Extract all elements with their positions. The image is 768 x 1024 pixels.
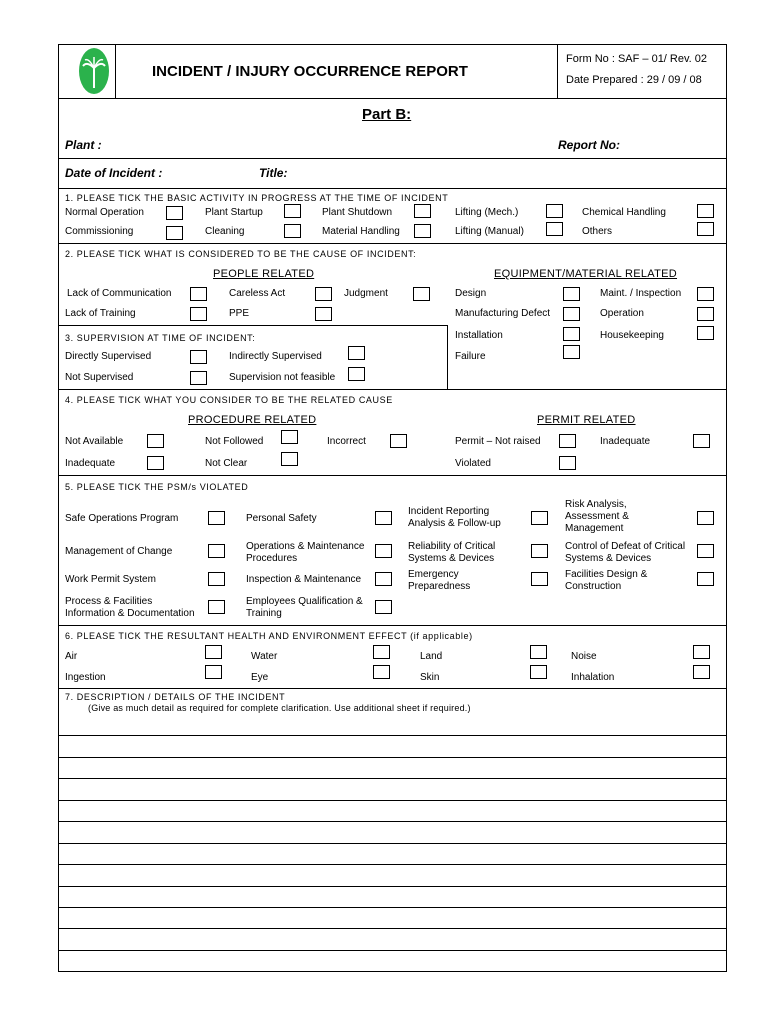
- related-cause-label: Permit – Not raised: [455, 436, 541, 447]
- checkbox-water[interactable]: [373, 645, 390, 659]
- checkbox-lack-of-communication[interactable]: [190, 287, 207, 301]
- psm-label: Facilities Design & Construction: [565, 569, 648, 592]
- effect-label: Eye: [251, 672, 269, 683]
- psm-label: Risk Analysis, Assessment & Management: [565, 499, 629, 534]
- cause-label: Design: [455, 288, 487, 299]
- frame-left: [58, 44, 59, 972]
- description-line: [58, 778, 727, 779]
- cause-label: Operation: [600, 308, 644, 319]
- section-3-right-line: [447, 325, 448, 389]
- checkbox-violated[interactable]: [559, 456, 576, 470]
- line-after-section-4: [58, 475, 727, 476]
- checkbox-control-of-defeat[interactable]: [697, 544, 714, 558]
- checkbox-indirectly-supervised[interactable]: [348, 346, 365, 360]
- line-after-section-5: [58, 625, 727, 626]
- psm-label: Control of Defeat of Critical Systems & Devices: [565, 541, 686, 564]
- checkbox-air[interactable]: [205, 645, 222, 659]
- checkbox-material-handling[interactable]: [414, 224, 431, 238]
- date-of-incident-label: Date of Incident :: [65, 166, 163, 180]
- part-title: Part B:: [362, 106, 412, 123]
- plant-label: Plant :: [65, 138, 102, 152]
- psm-label: Work Permit System: [65, 574, 156, 585]
- effect-label: Skin: [420, 672, 440, 683]
- checkbox-operations-maintenance-procedures[interactable]: [375, 544, 392, 558]
- checkbox-failure[interactable]: [563, 345, 580, 359]
- frame-right: [726, 44, 727, 972]
- report-no-label: Report No:: [558, 138, 620, 152]
- section-4-heading: 4. PLEASE TICK WHAT YOU CONSIDER TO BE THE RELATED CAUSE: [65, 395, 393, 405]
- checkbox-cleaning[interactable]: [284, 224, 301, 238]
- cause-label: Lack of Training: [65, 308, 136, 319]
- line-after-section-6: [58, 688, 727, 689]
- psm-label: Emergency Preparedness: [408, 569, 471, 592]
- checkbox-permit-inadequate[interactable]: [693, 434, 710, 448]
- description-line: [58, 886, 727, 887]
- checkbox-maint-inspection[interactable]: [697, 287, 714, 301]
- checkbox-normal-operation[interactable]: [166, 206, 183, 220]
- section-6-heading: 6. PLEASE TICK THE RESULTANT HEALTH AND ENVIRONMENT EFFECT (if applicable): [65, 631, 473, 641]
- cause-label: Housekeeping: [600, 330, 664, 341]
- cause-label: PPE: [229, 308, 250, 319]
- description-line: [58, 864, 727, 865]
- checkbox-ingestion[interactable]: [205, 665, 222, 679]
- checkbox-reliability-critical-systems[interactable]: [531, 544, 548, 558]
- related-cause-label: Not Followed: [205, 436, 264, 447]
- section-7-note: (Give as much detail as required for complete clarification. Use additional sheet if required.): [88, 703, 471, 713]
- psm-label: Management of Change: [65, 546, 173, 557]
- checkbox-plant-shutdown[interactable]: [414, 204, 431, 218]
- line-after-plant: [58, 158, 727, 159]
- permit-related-heading: PERMIT RELATED: [537, 414, 636, 426]
- effect-label: Air: [65, 651, 78, 662]
- checkbox-installation[interactable]: [563, 327, 580, 341]
- header-bottom-line: [58, 98, 727, 99]
- checkbox-permit-not-raised[interactable]: [559, 434, 576, 448]
- checkbox-directly-supervised[interactable]: [190, 350, 207, 364]
- supervision-label: Supervision not feasible: [229, 372, 336, 383]
- section-7-heading: 7. DESCRIPTION / DETAILS OF THE INCIDENT: [65, 692, 286, 702]
- checkbox-emergency-preparedness[interactable]: [531, 572, 548, 586]
- checkbox-work-permit-system[interactable]: [208, 572, 225, 586]
- activity-label: Plant Shutdown: [322, 207, 393, 218]
- cause-label: Installation: [455, 330, 503, 341]
- report-title: INCIDENT / INJURY OCCURRENCE REPORT: [152, 63, 468, 80]
- description-line: [58, 907, 727, 908]
- checkbox-lack-of-training[interactable]: [190, 307, 207, 321]
- checkbox-others[interactable]: [697, 222, 714, 236]
- activity-label: Commissioning: [65, 226, 134, 237]
- effect-label: Water: [251, 651, 278, 662]
- related-cause-label: Inadequate: [65, 458, 116, 469]
- section-5-heading: 5. PLEASE TICK THE PSM/s VIOLATED: [65, 482, 249, 492]
- checkbox-land[interactable]: [530, 645, 547, 659]
- checkbox-process-facilities-information[interactable]: [208, 600, 225, 614]
- description-line: [58, 928, 727, 929]
- procedure-related-heading: PROCEDURE RELATED: [188, 414, 317, 426]
- section-3-top-line: [58, 325, 448, 326]
- title-label: Title:: [259, 166, 288, 180]
- related-cause-label: Violated: [455, 458, 491, 469]
- description-line: [58, 800, 727, 801]
- checkbox-judgment[interactable]: [413, 287, 430, 301]
- activity-label: Material Handling: [322, 226, 400, 237]
- checkbox-noise[interactable]: [693, 645, 710, 659]
- effect-label: Inhalation: [571, 672, 615, 683]
- effect-label: Ingestion: [65, 672, 106, 683]
- supervision-label: Indirectly Supervised: [229, 351, 322, 362]
- checkbox-chemical-handling[interactable]: [697, 204, 714, 218]
- cause-label: Careless Act: [229, 288, 286, 299]
- checkbox-employees-qualification[interactable]: [375, 600, 392, 614]
- cause-label: Failure: [455, 351, 486, 362]
- frame-bottom: [58, 971, 727, 972]
- line-after-date: [58, 188, 727, 189]
- related-cause-label: Inadequate: [600, 436, 651, 447]
- company-logo: [76, 46, 112, 96]
- header-divider-left: [115, 44, 116, 99]
- checkbox-lifting-mech[interactable]: [546, 204, 563, 218]
- cause-label: Manufacturing Defect: [455, 308, 551, 319]
- checkbox-inadequate[interactable]: [147, 456, 164, 470]
- checkbox-careless-act[interactable]: [315, 287, 332, 301]
- checkbox-not-supervised[interactable]: [190, 371, 207, 385]
- line-after-section-2: [58, 389, 727, 390]
- activity-label: Lifting (Manual): [455, 226, 524, 237]
- activity-label: Others: [582, 226, 613, 237]
- description-line: [58, 735, 727, 736]
- supervision-label: Directly Supervised: [65, 351, 152, 362]
- checkbox-not-followed[interactable]: [281, 430, 298, 444]
- checkbox-manufacturing-defect[interactable]: [563, 307, 580, 321]
- effect-label: Noise: [571, 651, 597, 662]
- people-related-heading: PEOPLE RELATED: [213, 268, 315, 280]
- psm-label: Reliability of Critical Systems & Devices: [408, 541, 496, 564]
- activity-label: Plant Startup: [205, 207, 263, 218]
- checkbox-lifting-manual[interactable]: [546, 222, 563, 236]
- checkbox-incident-reporting[interactable]: [531, 511, 548, 525]
- section-2-heading: 2. PLEASE TICK WHAT IS CONSIDERED TO BE THE CAUSE OF INCIDENT:: [65, 249, 417, 259]
- psm-label: Operations & Maintenance Procedures: [246, 541, 365, 564]
- psm-label: Employees Qualification & Training: [246, 596, 363, 619]
- cause-label: Judgment: [344, 288, 388, 299]
- activity-label: Chemical Handling: [582, 207, 666, 218]
- activity-label: Normal Operation: [65, 207, 144, 218]
- checkbox-housekeeping[interactable]: [697, 326, 714, 340]
- checkbox-risk-analysis[interactable]: [697, 511, 714, 525]
- section-1-heading: 1. PLEASE TICK THE BASIC ACTIVITY IN PROGRESS AT THE TIME OF INCIDENT: [65, 193, 449, 203]
- effect-label: Land: [420, 651, 443, 662]
- form-number: Form No : SAF – 01/ Rev. 02: [566, 53, 708, 65]
- date-prepared: Date Prepared : 29 / 09 / 08: [566, 74, 702, 86]
- checkbox-safe-operations-program[interactable]: [208, 511, 225, 525]
- checkbox-plant-startup[interactable]: [284, 204, 301, 218]
- checkbox-operation[interactable]: [697, 307, 714, 321]
- cause-label: Maint. / Inspection: [600, 288, 682, 299]
- related-cause-label: Not Clear: [205, 458, 248, 469]
- checkbox-inspection-maintenance[interactable]: [375, 572, 392, 586]
- checkbox-ppe[interactable]: [315, 307, 332, 321]
- description-line: [58, 950, 727, 951]
- checkbox-supervision-not-feasible[interactable]: [348, 367, 365, 381]
- description-line: [58, 821, 727, 822]
- psm-label: Process & Facilities Information & Documentation: [65, 596, 195, 619]
- checkbox-management-of-change[interactable]: [208, 544, 225, 558]
- activity-label: Cleaning: [205, 226, 245, 237]
- description-line: [58, 843, 727, 844]
- equipment-related-heading: EQUIPMENT/MATERIAL RELATED: [494, 268, 678, 280]
- psm-label: Personal Safety: [246, 513, 317, 524]
- psm-label: Safe Operations Program: [65, 513, 179, 524]
- cause-label: Lack of Communication: [67, 288, 172, 299]
- checkbox-personal-safety[interactable]: [375, 511, 392, 525]
- checkbox-not-available[interactable]: [147, 434, 164, 448]
- checkbox-inhalation[interactable]: [693, 665, 710, 679]
- checkbox-commissioning[interactable]: [166, 226, 183, 240]
- header-divider-right: [557, 44, 558, 99]
- related-cause-label: Not Available: [65, 436, 124, 447]
- checkbox-not-clear[interactable]: [281, 452, 298, 466]
- checkbox-eye[interactable]: [373, 665, 390, 679]
- checkbox-skin[interactable]: [530, 665, 547, 679]
- description-line: [58, 757, 727, 758]
- line-after-section-1: [58, 243, 727, 244]
- checkbox-incorrect[interactable]: [390, 434, 407, 448]
- activity-label: Lifting (Mech.): [455, 207, 519, 218]
- psm-label: Inspection & Maintenance: [246, 574, 362, 585]
- section-3-heading: 3. SUPERVISION AT TIME OF INCIDENT:: [65, 333, 256, 343]
- related-cause-label: Incorrect: [327, 436, 366, 447]
- checkbox-design[interactable]: [563, 287, 580, 301]
- frame-top: [58, 44, 727, 45]
- supervision-label: Not Supervised: [65, 372, 134, 383]
- psm-label: Incident Reporting Analysis & Follow-up: [408, 506, 501, 529]
- checkbox-facilities-design[interactable]: [697, 572, 714, 586]
